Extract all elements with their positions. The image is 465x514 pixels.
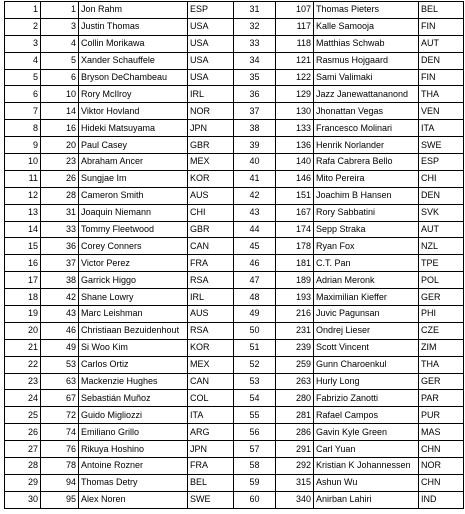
world-rank-cell: 315 [276,474,314,491]
player-name-cell: Sepp Straka [314,221,419,238]
player-name-cell: Mackenzie Hughes [79,373,188,390]
position-cell: 39 [234,137,276,154]
world-rank-cell: 5 [41,52,79,69]
player-name-cell: Victor Perez [79,255,188,272]
player-name-cell: Jazz Janewattananond [314,86,419,103]
position-cell: 26 [5,424,41,441]
world-rank-cell: 31 [41,204,79,221]
world-rank-cell: 1 [41,2,79,19]
position-cell: 49 [234,306,276,323]
player-name-cell: Ryan Fox [314,238,419,255]
position-cell: 31 [234,2,276,19]
world-rank-cell: 136 [276,137,314,154]
world-rank-cell: 37 [41,255,79,272]
player-name-cell: Henrik Norlander [314,137,419,154]
player-name-cell: Si Woo Kim [79,339,188,356]
player-name-cell: Emiliano Grillo [79,424,188,441]
position-cell: 45 [234,238,276,255]
player-name-cell: Thomas Pieters [314,2,419,19]
country-code-cell: KOR [188,339,234,356]
country-code-cell: CHN [419,441,464,458]
country-code-cell: ZIM [419,339,464,356]
country-code-cell: ESP [188,2,234,19]
player-name-cell: Bryson DeChambeau [79,69,188,86]
country-code-cell: CAN [188,238,234,255]
position-cell: 54 [234,390,276,407]
player-name-cell: Christiaan Bezuidenhout [79,322,188,339]
world-rank-cell: 216 [276,306,314,323]
position-cell: 10 [5,154,41,171]
country-code-cell: MAS [419,424,464,441]
player-name-cell: Carl Yuan [314,441,419,458]
country-code-cell: POL [419,272,464,289]
position-cell: 7 [5,103,41,120]
country-code-cell: FIN [419,69,464,86]
country-code-cell: FRA [188,458,234,475]
country-code-cell: GBR [188,221,234,238]
player-name-cell: Cameron Smith [79,187,188,204]
position-cell: 53 [234,373,276,390]
country-code-cell: GER [419,373,464,390]
world-rank-cell: 117 [276,18,314,35]
position-cell: 8 [5,120,41,137]
world-rank-cell: 140 [276,154,314,171]
world-rank-cell: 43 [41,306,79,323]
position-cell: 24 [5,390,41,407]
player-name-cell: Paul Casey [79,137,188,154]
position-cell: 9 [5,137,41,154]
country-code-cell: USA [188,69,234,86]
world-rank-cell: 36 [41,238,79,255]
world-rank-cell: 167 [276,204,314,221]
country-code-cell: GBR [188,137,234,154]
position-cell: 52 [234,356,276,373]
country-code-cell: MEX [188,154,234,171]
country-code-cell: NOR [188,103,234,120]
position-cell: 29 [5,474,41,491]
world-rank-cell: 263 [276,373,314,390]
player-name-cell: Maximilian Kieffer [314,289,419,306]
country-code-cell: CAN [188,373,234,390]
position-cell: 18 [5,289,41,306]
country-code-cell: AUS [188,306,234,323]
player-name-cell: Antoine Rozner [79,458,188,475]
position-cell: 33 [234,35,276,52]
country-code-cell: KOR [188,170,234,187]
position-cell: 30 [5,491,41,508]
world-rank-cell: 121 [276,52,314,69]
position-cell: 56 [234,424,276,441]
player-name-cell: Gavin Kyle Green [314,424,419,441]
position-cell: 14 [5,221,41,238]
player-name-cell: Carlos Ortiz [79,356,188,373]
player-name-cell: Rasmus Hojgaard [314,52,419,69]
country-code-cell: ITA [188,407,234,424]
country-code-cell: THA [419,86,464,103]
country-code-cell: CZE [419,322,464,339]
world-rank-cell: 94 [41,474,79,491]
world-rank-cell: 189 [276,272,314,289]
player-name-cell: Joachim B Hansen [314,187,419,204]
position-cell: 34 [234,52,276,69]
table-row [5,289,464,306]
country-code-cell: COL [188,390,234,407]
position-cell: 13 [5,204,41,221]
position-cell: 15 [5,238,41,255]
player-name-cell: Joaquin Niemann [79,204,188,221]
world-rank-cell: 133 [276,120,314,137]
world-rank-cell: 130 [276,103,314,120]
position-cell: 40 [234,154,276,171]
country-code-cell: IRL [188,86,234,103]
world-rank-cell: 26 [41,170,79,187]
country-code-cell: RSA [188,322,234,339]
table-row [5,458,464,475]
table-row [5,69,464,86]
world-rank-cell: 23 [41,154,79,171]
world-rank-cell: 42 [41,289,79,306]
player-name-cell: Mito Pereira [314,170,419,187]
player-name-cell: Jon Rahm [79,2,188,19]
player-name-cell: Matthias Schwab [314,35,419,52]
position-cell: 4 [5,52,41,69]
table-row [5,491,464,508]
table-row [5,424,464,441]
world-rank-cell: 129 [276,86,314,103]
player-name-cell: Hideki Matsuyama [79,120,188,137]
player-name-cell: Tommy Fleetwood [79,221,188,238]
country-code-cell: SWE [188,491,234,508]
table-row [5,373,464,390]
world-rank-cell: 28 [41,187,79,204]
position-cell: 12 [5,187,41,204]
player-name-cell: Sebastián Muñoz [79,390,188,407]
table-row [5,238,464,255]
country-code-cell: AUS [188,187,234,204]
player-name-cell: Anirban Lahiri [314,491,419,508]
world-rank-cell: 33 [41,221,79,238]
country-code-cell: FIN [419,18,464,35]
position-cell: 11 [5,170,41,187]
table-row [5,86,464,103]
country-code-cell: USA [188,18,234,35]
world-rank-cell: 53 [41,356,79,373]
world-rank-cell: 146 [276,170,314,187]
country-code-cell: ESP [419,154,464,171]
position-cell: 28 [5,458,41,475]
player-name-cell: Gunn Charoenkul [314,356,419,373]
country-code-cell: RSA [188,272,234,289]
player-name-cell: Rory McIlroy [79,86,188,103]
position-cell: 22 [5,356,41,373]
country-code-cell: NZL [419,238,464,255]
world-rank-cell: 292 [276,458,314,475]
world-rank-cell: 340 [276,491,314,508]
world-rank-cell: 10 [41,86,79,103]
position-cell: 20 [5,322,41,339]
world-rank-cell: 174 [276,221,314,238]
table-row [5,103,464,120]
player-name-cell: Collin Morikawa [79,35,188,52]
country-code-cell: JPN [188,120,234,137]
player-name-cell: Francesco Molinari [314,120,419,137]
country-code-cell: VEN [419,103,464,120]
world-rank-cell: 46 [41,322,79,339]
position-cell: 3 [5,35,41,52]
player-name-cell: Thomas Detry [79,474,188,491]
player-name-cell: Fabrizio Zanotti [314,390,419,407]
country-code-cell: USA [188,35,234,52]
position-cell: 17 [5,272,41,289]
world-rank-cell: 20 [41,137,79,154]
position-cell: 43 [234,204,276,221]
position-cell: 38 [234,120,276,137]
table-row [5,306,464,323]
position-cell: 50 [234,322,276,339]
position-cell: 42 [234,187,276,204]
table-row [5,407,464,424]
position-cell: 16 [5,255,41,272]
country-code-cell: TPE [419,255,464,272]
country-code-cell: JPN [188,441,234,458]
world-rank-cell: 122 [276,69,314,86]
world-rank-cell: 118 [276,35,314,52]
player-name-cell: Adrian Meronk [314,272,419,289]
position-cell: 35 [234,69,276,86]
table-row [5,339,464,356]
country-code-cell: BEL [188,474,234,491]
player-name-cell: Rafael Campos [314,407,419,424]
country-code-cell: DEN [419,187,464,204]
country-code-cell: IRL [188,289,234,306]
player-name-cell: Rory Sabbatini [314,204,419,221]
country-code-cell: PAR [419,390,464,407]
position-cell: 48 [234,289,276,306]
position-cell: 19 [5,306,41,323]
country-code-cell: CHI [188,204,234,221]
world-rank-cell: 67 [41,390,79,407]
table-row [5,154,464,171]
country-code-cell: IND [419,491,464,508]
ranking-rows [5,2,464,509]
world-rank-cell: 38 [41,272,79,289]
position-cell: 1 [5,2,41,19]
country-code-cell: ARG [188,424,234,441]
table-row [5,187,464,204]
table-row [5,35,464,52]
country-code-cell: CHI [419,170,464,187]
table-row [5,322,464,339]
country-code-cell: BEL [419,2,464,19]
table-row [5,170,464,187]
world-rank-cell: 178 [276,238,314,255]
country-code-cell: THA [419,356,464,373]
world-rank-cell: 63 [41,373,79,390]
position-cell: 6 [5,86,41,103]
world-rank-cell: 231 [276,322,314,339]
table-row [5,221,464,238]
position-cell: 23 [5,373,41,390]
ranking-table [4,1,464,509]
player-name-cell: Ondrej Lieser [314,322,419,339]
country-code-cell: ITA [419,120,464,137]
world-rank-cell: 3 [41,18,79,35]
table-row [5,52,464,69]
table-row [5,272,464,289]
world-rank-cell: 193 [276,289,314,306]
world-rank-cell: 16 [41,120,79,137]
position-cell: 47 [234,272,276,289]
player-name-cell: C.T. Pan [314,255,419,272]
world-rank-cell: 72 [41,407,79,424]
table-row [5,474,464,491]
player-name-cell: Ashun Wu [314,474,419,491]
player-name-cell: Guido Migliozzi [79,407,188,424]
position-cell: 55 [234,407,276,424]
position-cell: 5 [5,69,41,86]
world-rank-cell: 259 [276,356,314,373]
country-code-cell: USA [188,52,234,69]
country-code-cell: FRA [188,255,234,272]
position-cell: 27 [5,441,41,458]
world-rank-cell: 291 [276,441,314,458]
table-row [5,441,464,458]
table-row [5,204,464,221]
country-code-cell: AUT [419,221,464,238]
world-rank-cell: 78 [41,458,79,475]
country-code-cell: AUT [419,35,464,52]
player-name-cell: Xander Schauffele [79,52,188,69]
player-name-cell: Alex Noren [79,491,188,508]
player-name-cell: Kristian K Johannessen [314,458,419,475]
table-row [5,2,464,19]
world-rank-cell: 239 [276,339,314,356]
world-rank-cell: 281 [276,407,314,424]
world-rank-cell: 181 [276,255,314,272]
position-cell: 41 [234,170,276,187]
world-rank-cell: 74 [41,424,79,441]
player-name-cell: Garrick Higgo [79,272,188,289]
position-cell: 37 [234,103,276,120]
player-name-cell: Marc Leishman [79,306,188,323]
country-code-cell: MEX [188,356,234,373]
player-name-cell: Sungjae Im [79,170,188,187]
country-code-cell: DEN [419,52,464,69]
position-cell: 32 [234,18,276,35]
world-rank-cell: 76 [41,441,79,458]
player-name-cell: Justin Thomas [79,18,188,35]
country-code-cell: SWE [419,137,464,154]
country-code-cell: GER [419,289,464,306]
world-rank-cell: 95 [41,491,79,508]
world-rank-cell: 49 [41,339,79,356]
player-name-cell: Corey Conners [79,238,188,255]
table-row [5,137,464,154]
country-code-cell: PUR [419,407,464,424]
world-rank-cell: 107 [276,2,314,19]
position-cell: 36 [234,86,276,103]
position-cell: 21 [5,339,41,356]
player-name-cell: Scott Vincent [314,339,419,356]
position-cell: 44 [234,221,276,238]
position-cell: 25 [5,407,41,424]
world-rank-cell: 4 [41,35,79,52]
player-name-cell: Rikuya Hoshino [79,441,188,458]
table-row [5,390,464,407]
country-code-cell: NOR [419,458,464,475]
world-rank-cell: 280 [276,390,314,407]
table-row [5,356,464,373]
player-name-cell: Viktor Hovland [79,103,188,120]
player-name-cell: Hurly Long [314,373,419,390]
position-cell: 2 [5,18,41,35]
table-row [5,18,464,35]
player-name-cell: Abraham Ancer [79,154,188,171]
player-name-cell: Jhonattan Vegas [314,103,419,120]
player-name-cell: Sami Valimaki [314,69,419,86]
country-code-cell: SVK [419,204,464,221]
world-rank-cell: 286 [276,424,314,441]
world-rank-cell: 14 [41,103,79,120]
player-name-cell: Kalle Samooja [314,18,419,35]
player-name-cell: Juvic Pagunsan [314,306,419,323]
player-name-cell: Shane Lowry [79,289,188,306]
position-cell: 57 [234,441,276,458]
world-rank-cell: 6 [41,69,79,86]
country-code-cell: PHI [419,306,464,323]
country-code-cell: CHN [419,474,464,491]
position-cell: 46 [234,255,276,272]
player-name-cell: Rafa Cabrera Bello [314,154,419,171]
position-cell: 59 [234,474,276,491]
world-rank-cell: 151 [276,187,314,204]
position-cell: 60 [234,491,276,508]
table-row [5,255,464,272]
position-cell: 58 [234,458,276,475]
position-cell: 51 [234,339,276,356]
table-row [5,120,464,137]
